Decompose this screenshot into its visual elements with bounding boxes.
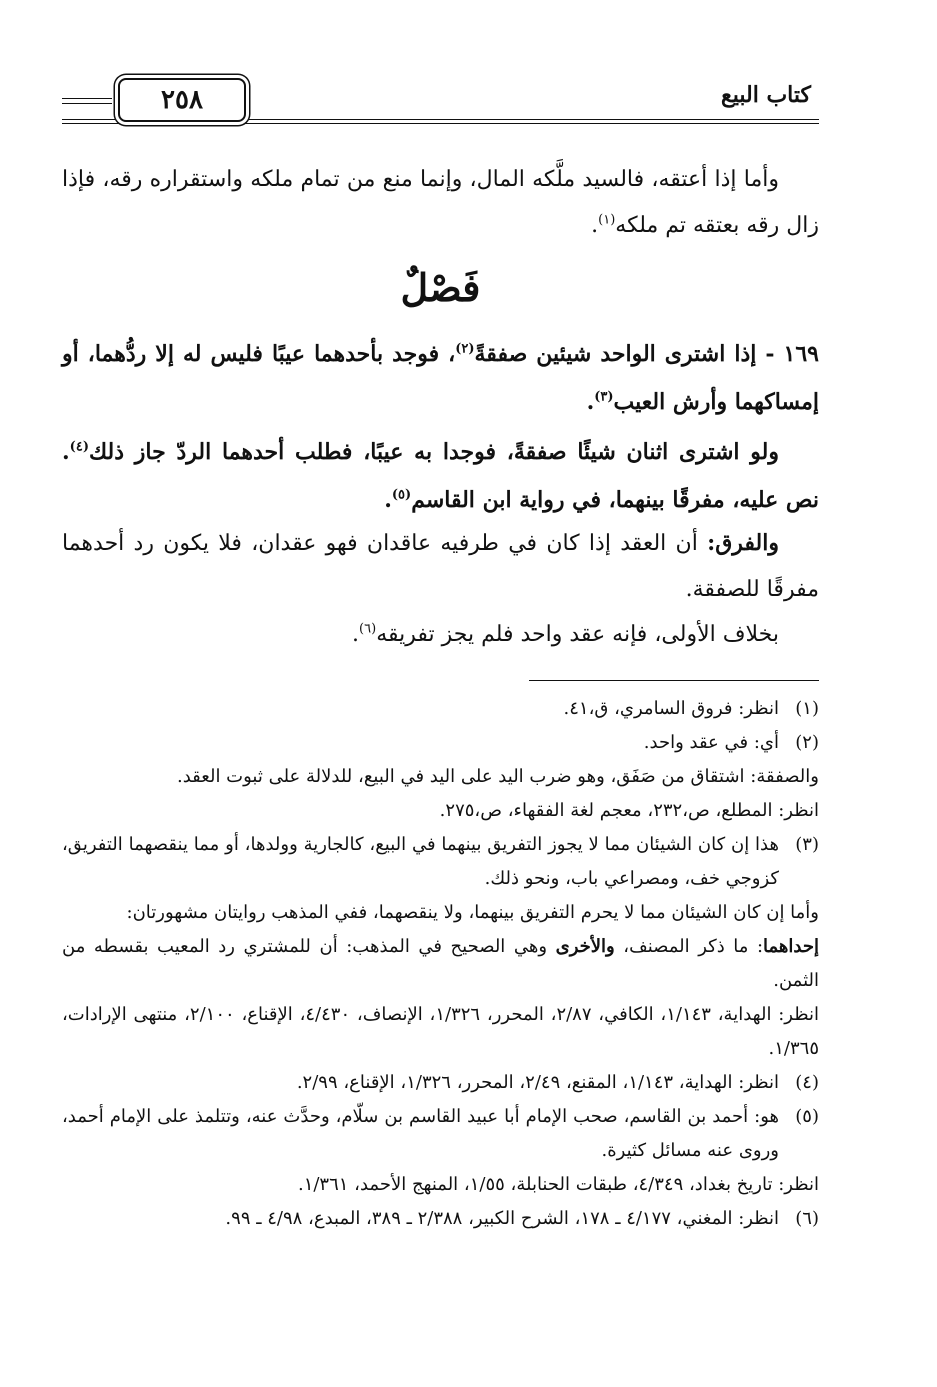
header-ornament-lines <box>62 98 112 104</box>
paragraph-3-text-b: . نص عليه، مفرقًا بينهما، في رواية ابن القاسم <box>62 439 819 513</box>
paragraph-1: وأما إذا أعتقه، فالسيد ملَّكه المال، وإنما منع من تمام ملكه واستقراره رقه، فإذا زال رقه بعتقه تم ملكه$^{(١)}$. <box>62 167 819 238</box>
page-number: ٢٥٨ <box>118 78 246 122</box>
footnote-text: انظر: المغني، ٤/١٧٧ ـ ١٧٨، الشرح الكبير، ٢/٣٨٨ ـ ٣٨٩، المبدع، ٤/٩٨ ـ ٩٩. <box>225 1208 779 1229</box>
chapter-title: كتاب البيع <box>721 82 811 108</box>
footnote-number: (١) <box>795 698 819 719</box>
footnotes <box>62 692 819 1236</box>
footnote-text: أي: في عقد واحد. <box>643 732 779 753</box>
page-header <box>62 78 819 130</box>
paragraph-5-end: . <box>352 622 360 647</box>
footnote-ref-3: (٣) <box>594 389 614 405</box>
book-page <box>62 0 819 1387</box>
footnote-1 <box>62 692 819 726</box>
footnote-ref-2: (٢) <box>455 341 475 357</box>
paragraph-3-text-a: ولو اشترى اثنان شيئًا صفقةً، فوجدا به عيبًا، فطلب أحدهما الردّ جاز ذلك <box>88 439 779 465</box>
paragraph-1-text: وأما إذا أعتقه، فالسيد ملَّكه المال، وإنما منع من تمام ملكه واستقراره رقه، فإذا زال رقه بعتقه تم ملكه <box>62 167 819 238</box>
footnote-2-continued: والصفقة: اشتقاق من صَفَق، وهو ضرب اليد على اليد في البيع، للدلالة على ثبوت العقد. <box>177 766 819 787</box>
footnote-text: انظر: فروق السامري، ق،٤١. <box>563 698 779 719</box>
issue-169 <box>62 330 819 426</box>
footnote-6 <box>62 1202 819 1236</box>
footnote-number: (٦) <box>795 1208 819 1229</box>
footnote-2 <box>62 726 819 760</box>
footnote-ref-1: (١) <box>598 212 616 228</box>
footnote-divider <box>529 680 819 681</box>
footnote-5 <box>62 1100 819 1168</box>
footnote-2-reference: انظر: المطلع، ص،٢٣٢، معجم لغة الفقهاء، ص،٢٧٥. <box>439 800 819 821</box>
issue-text-b: ، فوجد بأحدهما عيبًا فليس له إلا ردُّهما، أو إمساكهما وأرش العيب <box>62 341 819 415</box>
issue-text-a: إذا اشترى الواحد شيئين صفقةً <box>474 341 757 367</box>
second-narration-label: والأخرى <box>555 936 615 957</box>
footnote-3-continued: وأما إن كان الشيئان مما لا يحرم التفريق بينهما، ولا ينقصهما، ففي المذهب روايتان مشهورتان: <box>126 902 819 923</box>
footnote-3 <box>62 828 819 896</box>
footnote-text: انظر: الهداية، ١/١٤٣، المقنع، ٢/٤٩، المحرر، ١/٣٢٦، الإقناع، ٢/٩٩. <box>296 1072 779 1093</box>
first-narration-label: إحداهما <box>763 936 819 957</box>
paragraph-4 <box>62 520 819 613</box>
footnote-number: (٣) <box>795 834 819 855</box>
footnote-ref-6: (٦) <box>359 621 377 637</box>
issue-end: . <box>586 389 595 415</box>
paragraph-5-text: بخلاف الأولى، فإنه عقد واحد فلم يجز تفريقه <box>376 622 779 647</box>
footnote-number: (٢) <box>795 732 819 753</box>
footnote-4 <box>62 1066 819 1100</box>
paragraph-3-end: . <box>384 487 392 513</box>
footnote-ref-5: (٥) <box>391 487 412 503</box>
footnote-text: هذا إن كان الشيئان مما لا يجوز التفريق بينهما في البيع، كالجارية وولدها، أو مما ينقصهما التفريق، كزوجي خف، ومصراعي باب، ونحو ذلك. <box>62 834 779 889</box>
footnote-ref-4: (٤) <box>69 439 89 455</box>
footnote-5-reference: انظر: تاريخ بغداد، ٤/٣٤٩، طبقات الحنابلة، ١/٥٥، المنهج الأحمد، ١/٣٦١. <box>297 1174 819 1195</box>
footnote-3-reference: انظر: الهداية، ١/١٤٣، الكافي، ٢/٨٧، المحرر، ١/٣٢٦، الإنصاف، ٤/٤٣٠، الإقناع، ٢/١٠٠، منتهى الإرادات، ١/٣٦٥. <box>62 1004 820 1059</box>
section-heading: فَصْلٌ <box>400 265 481 310</box>
footnote-text: هو: أحمد بن القاسم، صحب الإمام أبا عبيد القاسم بن سلّام، وحدَّث عنه، وتتلمذ على الإمام أحمد، وروى عنه مسائل كثيرة. <box>62 1106 779 1161</box>
paragraph-5 <box>62 612 819 658</box>
issue-number: ١٦٩ - <box>765 341 819 367</box>
footnote-number: (٤) <box>795 1072 819 1093</box>
paragraph-4-text: أن العقد إذا كان في طرفيه عاقدان فهو عقدان، فلا يكون رد أحدهما مفرقًا للصفقة. <box>62 531 819 602</box>
difference-label: والفرق: <box>707 530 779 556</box>
paragraph-3 <box>62 428 819 524</box>
second-narration-text: وهي الصحيح في المذهب: أن للمشتري رد المعيب بقسطه من الثمن. <box>62 936 819 991</box>
first-narration-text: : ما ذكر المصنف، <box>614 936 764 957</box>
footnote-3-narrations <box>62 930 819 998</box>
footnote-number: (٥) <box>795 1106 819 1127</box>
